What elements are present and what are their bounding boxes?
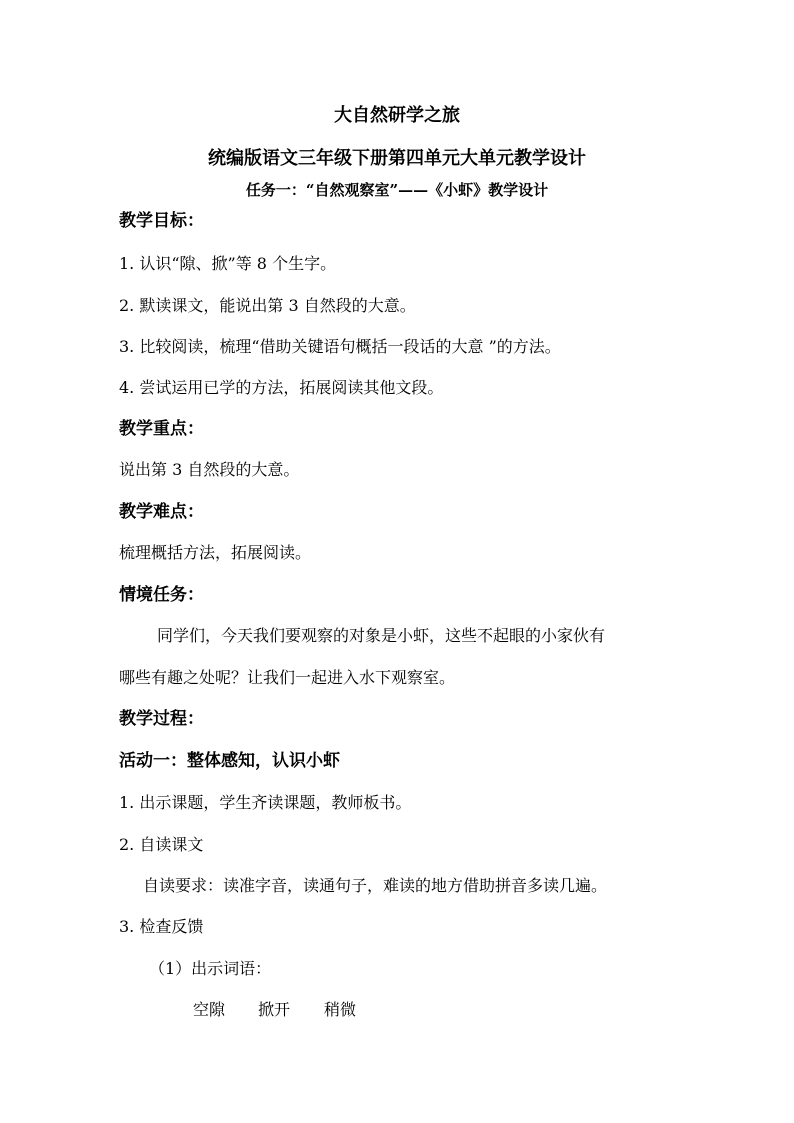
difficulty-text: 梳理概括方法，拓展阅读。 — [119, 543, 312, 562]
process-step-2-requirement: 自读要求：读准字音，读通句子，难读的地方借助拼音多读几遍。 — [143, 876, 608, 895]
vocab-word: 稍微 — [324, 1000, 357, 1019]
process-heading: 教学过程： — [119, 709, 204, 729]
process-step-2: 2. 自读课文 — [119, 835, 204, 854]
scenario-heading: 情境任务： — [119, 585, 204, 605]
vocab-word: 空隙 — [193, 1000, 226, 1019]
difficulty-heading: 教学难点： — [119, 502, 204, 522]
scenario-line-1: 同学们，今天我们要观察的对象是小虾，这些不起眼的小家伙有 — [157, 626, 606, 645]
scenario-line-2: 哪些有趣之处呢？让我们一起进入水下观察室。 — [119, 668, 456, 687]
objectives-heading: 教学目标： — [119, 211, 204, 231]
process-step-1: 1. 出示课题，学生齐读课题，教师板书。 — [119, 793, 412, 812]
key-point-heading: 教学重点： — [119, 419, 204, 439]
objective-item: 2. 默读课文，能说出第 3 自然段的大意。 — [119, 296, 416, 315]
objective-item: 1. 认识“隙、掀”等 8 个生字。 — [119, 254, 337, 273]
activity-one-heading: 活动一：整体感知，认识小虾 — [119, 751, 340, 771]
task-title: 任务一：“自然观察室”——《小虾》教学设计 — [245, 181, 549, 199]
key-point-text: 说出第 3 自然段的大意。 — [119, 460, 300, 479]
document-title: 大自然研学之旅 — [334, 105, 460, 126]
process-step-3: 3. 检查反馈 — [119, 917, 204, 936]
process-substep-1: （1）出示词语： — [149, 959, 272, 978]
document-subtitle: 统编版语文三年级下册第四单元大单元教学设计 — [208, 148, 586, 169]
objective-item: 4. 尝试运用已学的方法，拓展阅读其他文段。 — [119, 378, 444, 397]
objective-item: 3. 比较阅读，梳理“借助关键语句概括一段话的大意 ”的方法。 — [119, 337, 561, 356]
vocab-word: 掀开 — [258, 1000, 291, 1019]
